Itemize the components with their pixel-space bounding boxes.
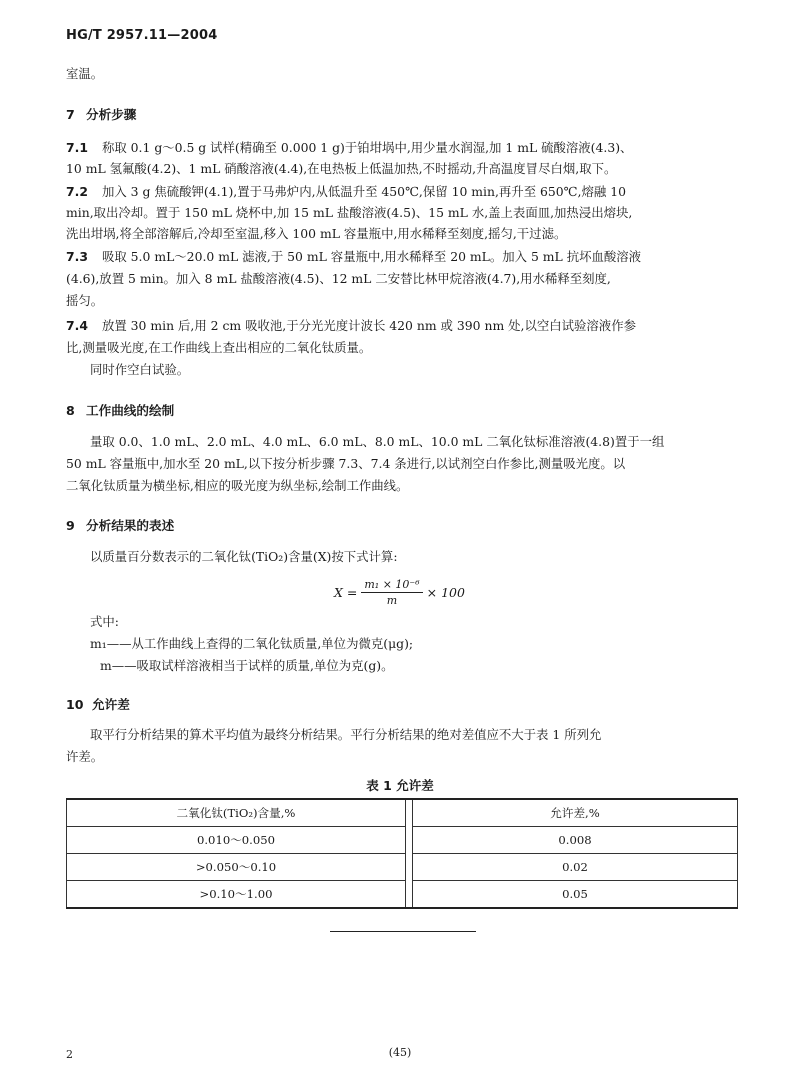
section-8-line-3: 二氧化钛质量为横坐标,相应的吸光度为纵坐标,绘制工作曲线。 [66, 478, 409, 493]
column-gap [406, 854, 413, 881]
formula-numerator: m₁ × 10⁻⁶ [361, 578, 422, 593]
content-range-cell: 0.010～0.050 [67, 827, 406, 854]
clause-7-2-line-2: min,取出冷却。置于 150 mL 烧杯中,加 15 mL 盐酸溶液(4.5)、15 mL 水,盖上表面皿,加热浸出熔块, [66, 205, 633, 220]
section-number: 9 [66, 518, 75, 533]
clause-number: 7.4 [66, 318, 88, 333]
section-9-heading [66, 515, 174, 534]
formula-lhs: X = [334, 585, 358, 600]
clause-7-3-line-3: 摇匀。 [66, 293, 104, 308]
section-number: 10 [66, 697, 84, 712]
section-title: 工作曲线的绘制 [86, 403, 175, 418]
clause-7-1-line-2: 10 mL 氢氟酸(4.2)、1 mL 硝酸溶液(4.4),在电热板上低温加热,不时摇动,升高温度冒尽白烟,取下。 [66, 161, 617, 176]
table-1-caption: 表 1 允许差 [366, 778, 434, 793]
formula-variable-m1: m₁——从工作曲线上查得的二氧化钛质量,单位为微克(μg); [90, 636, 414, 651]
formula-rhs: × 100 [426, 585, 465, 600]
clause-text: 加入 3 g 焦硫酸钾(4.1),置于马弗炉内,从低温升至 450℃,保留 10 min,再升至 650℃,熔融 10 [101, 184, 626, 199]
page-number-left: 2 [66, 1048, 73, 1061]
table-row [67, 854, 738, 881]
column-gap [406, 881, 413, 909]
section-number: 8 [66, 403, 75, 418]
clause-7-3-line-2: (4.6),放置 5 min。加入 8 mL 盐酸溶液(4.5)、12 mL 二安替比林甲烷溶液(4.7),用水稀释至刻度, [66, 271, 611, 286]
clause-7-1-line-1 [66, 140, 632, 156]
table-row [67, 827, 738, 854]
section-8-line-2: 50 mL 容量瓶中,加水至 20 mL,以下按分析步骤 7.3、7.4 条进行,以试剂空白作参比,测量吸光度。以 [66, 456, 626, 471]
content-range-cell: >0.050～0.10 [67, 854, 406, 881]
section-title: 分析结果的表述 [86, 518, 175, 533]
clause-7-3-line-1 [66, 249, 641, 265]
tolerance-cell: 0.008 [413, 827, 738, 854]
formula-fraction [361, 578, 422, 607]
tolerance-cell: 0.05 [413, 881, 738, 909]
clause-number: 7.3 [66, 249, 88, 264]
clause-text: 称取 0.1 g～0.5 g 试样(精确至 0.000 1 g)于铂坩埚中,用少量水润湿,加 1 mL 硫酸溶液(4.3)、 [101, 140, 633, 155]
column-gap [406, 799, 413, 827]
formula-denominator: m [386, 594, 398, 607]
content-range-cell: >0.10～1.00 [67, 881, 406, 909]
clause-text: 放置 30 min 后,用 2 cm 吸收池,于分光光度计波长 420 nm 或 390 nm 处,以空白试验溶液作参 [101, 318, 636, 333]
clause-7-2-line-3: 洗出坩埚,将全部溶解后,冷却至室温,移入 100 mL 容量瓶中,用水稀释至刻度,摇匀,干过滤。 [66, 226, 567, 241]
section-10-heading [66, 694, 130, 713]
clause-text: 吸取 5.0 mL～20.0 mL 滤液,于 50 mL 容量瓶中,用水稀释至 20 mL。加入 5 mL 抗坏血酸溶液 [101, 249, 642, 264]
section-8-heading [66, 400, 174, 419]
formula-variable-m: m——吸取试样溶液相当于试样的质量,单位为克(g)。 [100, 658, 394, 673]
intro-line: 室温。 [66, 66, 104, 81]
section-7-heading [66, 104, 136, 123]
end-of-standard-rule [330, 931, 476, 932]
tolerance-cell: 0.02 [413, 854, 738, 881]
col-header-tolerance: 允许差,% [413, 799, 738, 827]
col-header-tio2-content: 二氧化钛(TiO₂)含量,% [67, 799, 406, 827]
tolerance-table [66, 798, 738, 909]
clause-7-4-line-3: 同时作空白试验。 [90, 362, 190, 377]
column-gap [406, 827, 413, 854]
page-number-center: (45) [388, 1046, 412, 1059]
section-10-line-1: 取平行分析结果的算术平均值为最终分析结果。平行分析结果的绝对差值应不大于表 1 所列允 [90, 727, 602, 742]
section-10-line-2: 许差。 [66, 749, 104, 764]
table-header-row [67, 799, 738, 827]
clause-7-4-line-2: 比,测量吸光度,在工作曲线上查出相应的二氧化钛质量。 [66, 340, 372, 355]
section-9-line-1: 以质量百分数表示的二氧化钛(TiO₂)含量(X)按下式计算: [90, 549, 398, 564]
table-row [67, 881, 738, 909]
clause-number: 7.1 [66, 140, 88, 155]
formula-where-label: 式中: [90, 614, 119, 629]
clause-7-4-line-1 [66, 318, 636, 334]
section-title: 允许差 [92, 697, 130, 712]
section-number: 7 [66, 107, 75, 122]
tio2-content-formula [334, 578, 465, 607]
standard-number: HG/T 2957.11—2004 [66, 28, 218, 43]
section-8-line-1: 量取 0.0、1.0 mL、2.0 mL、4.0 mL、6.0 mL、8.0 mL、10.0 mL 二氧化钛标准溶液(4.8)置于一组 [90, 434, 665, 449]
clause-7-2-line-1 [66, 184, 626, 200]
section-title: 分析步骤 [86, 107, 137, 122]
clause-number: 7.2 [66, 184, 88, 199]
